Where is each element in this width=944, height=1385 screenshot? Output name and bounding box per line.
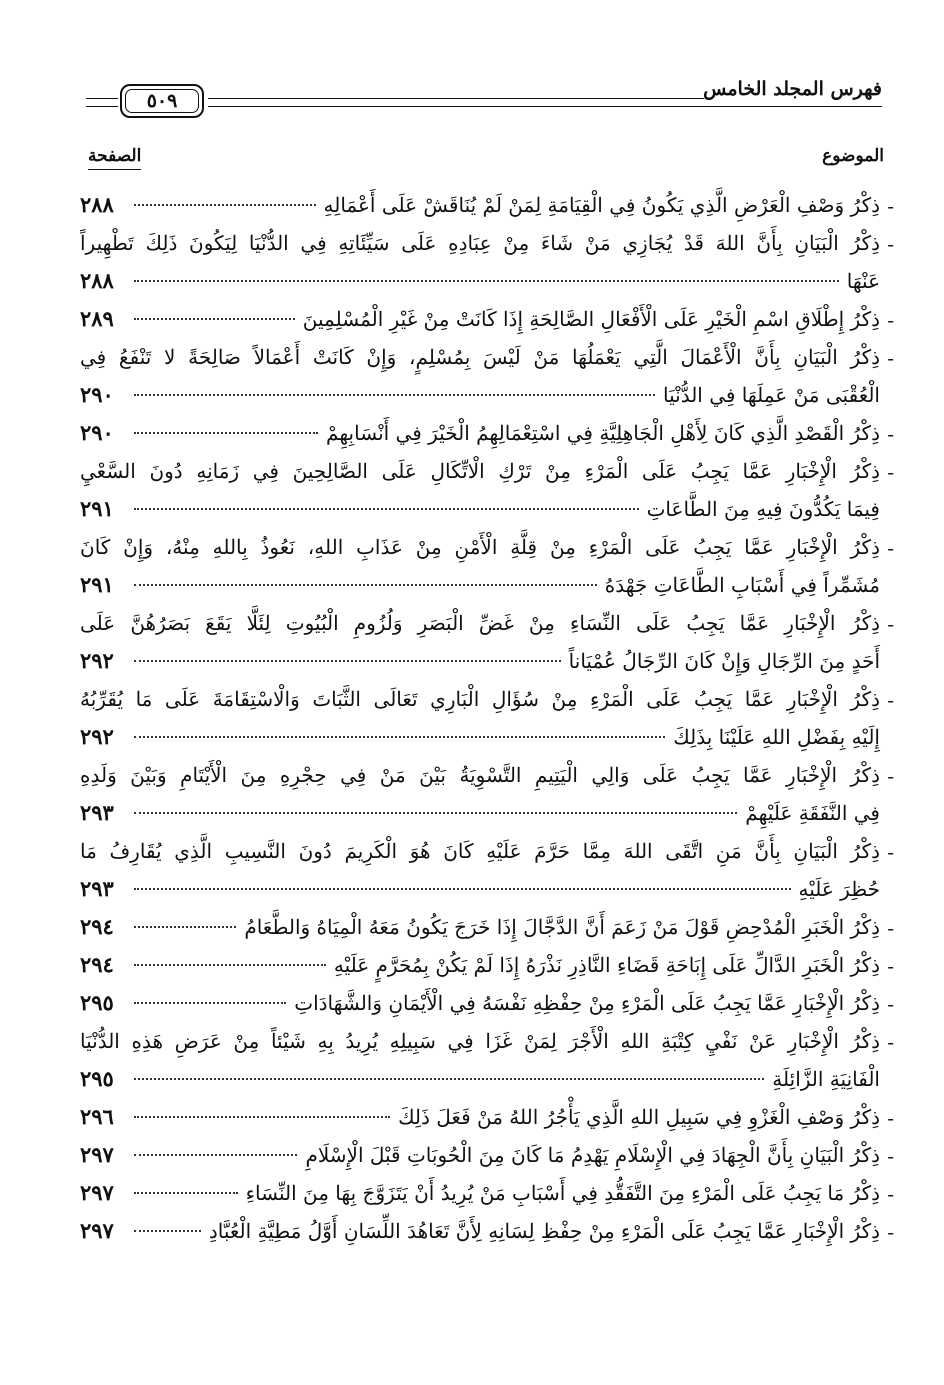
- entry-text: فِي النَّفَقَةِ عَلَيْهِمْ: [745, 801, 880, 825]
- entry-bullet: -: [887, 232, 894, 256]
- index-entry: [80, 756, 894, 832]
- entry-bullet: -: [887, 1220, 894, 1244]
- entry-text: ذِكْرُ الْإِخْبَارِ عَمَّا يَجِبُ عَلَى الْمَرْءِ مِنْ قِلَّةِ الْأَمْنِ مِنْ عَذَابِ اللهِ، نَعُوذُ بِاللهِ مِنْهُ، وَإِنْ كَانَ: [80, 535, 880, 559]
- entry-text: ذِكْرُ الْإِخْبَارِ عَمَّا يَجِبُ عَلَى الْمَرْءِ مِنْ حِفْظِهِ نَفْسَهُ فِي الْأَيْمَانِ وَالشَّهَادَاتِ: [294, 991, 880, 1015]
- dot-leader: [134, 432, 318, 434]
- index-entry: [80, 1174, 894, 1212]
- entry-bullet: -: [887, 194, 894, 218]
- entry-line: [80, 300, 880, 338]
- index-entry: [80, 1212, 894, 1250]
- dot-leader: [134, 660, 561, 662]
- running-title: فهرس المجلد الخامس: [703, 78, 882, 100]
- entry-bullet: -: [887, 612, 894, 636]
- entry-line: [80, 946, 880, 984]
- entry-line: [80, 756, 880, 794]
- dot-leader: [134, 318, 295, 320]
- entry-line: [80, 870, 880, 908]
- entry-text: ذِكْرُ الْإِخْبَارِ عَمَّا يَجِبُ عَلَى الْمَرْءِ مِنْ سُؤَالِ الْبَارِي تَعَالَى الثَّبَاتَ وَالْاسْتِقَامَةَ عَلَى مَا يُقَرِّبُهُ: [80, 687, 880, 711]
- dot-leader: [134, 1116, 390, 1118]
- entry-text: الْعُقْبَى مَنْ عَمِلَهَا فِي الدُّنْيَا: [663, 383, 880, 407]
- entry-line: [80, 566, 880, 604]
- index-entry: [80, 452, 894, 528]
- entry-page-number: ٢٩٥: [80, 990, 114, 1015]
- entry-line: [80, 680, 880, 718]
- entry-text: أَحَدٍ مِنَ الرِّجَالِ وَإِنْ كَانَ الرِّجَالُ عُمْيَاناً: [568, 649, 880, 673]
- index-entry: [80, 832, 894, 908]
- entry-page-number: ٢٩٣: [80, 876, 114, 901]
- entry-bullet: -: [887, 1030, 894, 1054]
- entry-page-number: ٢٨٨: [80, 192, 114, 217]
- dot-leader: [134, 736, 665, 738]
- entry-line: [80, 186, 880, 224]
- entry-text: ذِكْرُ الْخَبَرِ الدَّالِّ عَلَى إِبَاحَةِ قَضَاءِ النَّاذِرِ نَذْرَهُ إِذَا لَمْ يَكُنْ بِمُحَرَّمٍ عَلَيْهِ: [333, 953, 880, 977]
- entry-page-number: ٢٩٠: [80, 420, 114, 445]
- dot-leader: [134, 1192, 238, 1194]
- column-heading-topic: الموضوع: [822, 146, 884, 166]
- header-rule-bottom: [208, 106, 882, 107]
- entry-line: [80, 1136, 880, 1174]
- index-entry: [80, 604, 894, 680]
- entry-page-number: ٢٩٠: [80, 382, 114, 407]
- header-rule-left-bottom: [86, 106, 118, 107]
- entry-text: ذِكْرُ الْإِخْبَارِ عَمَّا يَجِبُ عَلَى النِّسَاءِ مِنْ غَضِّ الْبَصَرِ وَلُزُومِ الْبُيُوتِ لِئَلَّا يَقَعَ بَصَرُهُنَّ عَلَى: [80, 611, 880, 635]
- entry-line: [80, 1174, 880, 1212]
- entry-line: [80, 642, 880, 680]
- entry-page-number: ٢٩٤: [80, 952, 114, 977]
- entry-line: [80, 718, 880, 756]
- dot-leader: [134, 204, 316, 206]
- entry-bullet: -: [887, 764, 894, 788]
- entry-text: ذِكْرُ الْإِخْبَارِ عَمَّا يَجِبُ عَلَى الْمَرْءِ مِنْ حِفْظِ لِسَانِهِ لِأَنَّ تَعَاهُدَ اللِّسَانِ أَوَّلُ مَطِيَّةِ الْعُبَّادِ: [208, 1219, 880, 1243]
- entry-page-number: ٢٩٥: [80, 1066, 114, 1091]
- header-rule-left-top: [86, 98, 118, 99]
- entry-text: ذِكْرُ الْبَيَانِ بِأَنَّ اللهَ قَدْ يُجَازِي مَنْ شَاءَ مِنْ عِبَادِهِ عَلَى سَيِّئَاتِهِ فِي الدُّنْيَا لِيَكُونَ ذَلِكَ تَطْهِيراً: [80, 231, 880, 255]
- entry-text: ذِكْرُ الْخَبَرِ الْمُدْحِضِ قَوْلَ مَنْ زَعَمَ أَنَّ الدَّجَّالَ إِذَا خَرَجَ يَكُونُ مَعَهُ الْمِيَاهُ وَالطَّعَامُ: [244, 915, 880, 939]
- entry-text: ذِكْرُ الْبَيَانِ بِأَنَّ مَنِ اتَّقَى اللهَ مِمَّا حَرَّمَ عَلَيْهِ كَانَ هُوَ الْكَرِيمَ دُونَ النَّسِيبِ الَّذِي يُقَارِفُ مَا: [80, 839, 880, 863]
- entry-line: [80, 1060, 880, 1098]
- entry-line: [80, 262, 880, 300]
- entry-text: ذِكْرُ الْإِخْبَارِ عَنْ نَفْيِ كِتْبَةِ اللهِ الْأَجْرَ لِمَنْ غَزَا فِي سَبِيلِهِ يُرِيدُ بِهِ شَيْئاً مِنْ عَرَضِ هَذِهِ الدُّنْيَا: [80, 1029, 880, 1053]
- dot-leader: [134, 394, 655, 396]
- entry-line: [80, 1212, 880, 1250]
- entry-bullet: -: [887, 536, 894, 560]
- entry-text: ذِكْرُ الْقَصْدِ الَّذِي كَانَ لِأَهْلِ الْجَاهِلِيَّةِ فِي اسْتِعْمَالِهِمُ الْخَيْرَ فِي أَنْسَابِهِمْ: [326, 421, 880, 445]
- index-entry: [80, 186, 894, 224]
- index-entry: [80, 224, 894, 300]
- entry-page-number: ٢٩٤: [80, 914, 114, 939]
- entry-text: ذِكْرُ الْبَيَانِ بِأَنَّ الْأَعْمَالَ الَّتِي يَعْمَلُهَا مَنْ لَيْسَ بِمُسْلِمٍ، وَإِنْ كَانَتْ أَعْمَالاً صَالِحَةً لا تَنْفَعُ فِي: [80, 345, 880, 369]
- index-entry: [80, 946, 894, 984]
- entry-line: [80, 224, 880, 262]
- entry-bullet: -: [887, 346, 894, 370]
- dot-leader: [134, 812, 737, 814]
- entry-line: [80, 338, 880, 376]
- entry-bullet: -: [887, 992, 894, 1016]
- entry-text: مُشَمِّراً فِي أَسْبَابِ الطَّاعَاتِ جَهْدَهُ: [604, 573, 880, 597]
- entry-line: [80, 376, 880, 414]
- dot-leader: [134, 888, 791, 890]
- entry-text: ذِكْرُ الْإِخْبَارِ عَمَّا يَجِبُ عَلَى الْمَرْءِ مِنْ تَرْكِ الْاتِّكَالِ عَلَى الصَّالِحِينَ فِي زَمَانِهِ دُونَ السَّعْيِ: [80, 459, 880, 483]
- entry-page-number: ٢٩٧: [80, 1142, 114, 1167]
- entry-bullet: -: [887, 916, 894, 940]
- entry-text: حُظِرَ عَلَيْهِ: [798, 877, 880, 901]
- entry-text: ذِكْرُ وَصْفِ الْغَزْوِ فِي سَبِيلِ اللهِ الَّذِي يَأْجُرُ اللهُ مَنْ فَعَلَ ذَلِكَ: [398, 1105, 880, 1129]
- page-header: [86, 78, 882, 124]
- entry-line: [80, 794, 880, 832]
- column-heading-page: الصفحة: [88, 146, 142, 166]
- entry-bullet: -: [887, 308, 894, 332]
- entry-page-number: ٢٩٧: [80, 1180, 114, 1205]
- entry-page-number: ٢٩١: [80, 572, 114, 597]
- entry-page-number: ٢٨٩: [80, 306, 114, 331]
- entry-text: فِيمَا يَكُدُّونَ فِيهِ مِنَ الطَّاعَاتِ: [646, 497, 880, 521]
- dot-leader: [134, 1230, 201, 1232]
- entry-line: [80, 604, 880, 642]
- entry-page-number: ٢٩١: [80, 496, 114, 521]
- dot-leader: [134, 926, 236, 928]
- entry-page-number: ٢٩٣: [80, 800, 114, 825]
- entry-page-number: ٢٩٦: [80, 1104, 114, 1129]
- entry-line: [80, 414, 880, 452]
- dot-leader: [134, 1154, 297, 1156]
- entry-text: ذِكْرُ إِطْلَاقِ اسْمِ الْخَيْرِ عَلَى الْأَفْعَالِ الصَّالِحَةِ إِذَا كَانَتْ مِنْ غَيْرِ الْمُسْلِمِينَ: [302, 307, 880, 331]
- entry-bullet: -: [887, 460, 894, 484]
- dot-leader: [134, 964, 326, 966]
- dot-leader: [134, 1078, 764, 1080]
- entry-text: إِلَيْهِ بِفَضْلِ اللهِ عَلَيْنَا بِذَلِكَ: [673, 725, 880, 749]
- entry-text: ذِكْرُ الْإِخْبَارِ عَمَّا يَجِبُ عَلَى وَالِي الْيَتِيمِ التَّسْوِيَةُ بَيْنَ مَنْ فِي حِجْرِهِ مِنَ الْأَيْتَامِ وَبَيْنَ وَلَدِهِ: [80, 763, 880, 787]
- index-entry: [80, 1136, 894, 1174]
- dot-leader: [134, 1002, 286, 1004]
- page-number-badge: [120, 84, 204, 118]
- entry-page-number: ٢٩٧: [80, 1218, 114, 1243]
- dot-leader: [134, 584, 597, 586]
- entry-bullet: -: [887, 688, 894, 712]
- entry-line: [80, 452, 880, 490]
- entry-line: [80, 984, 880, 1022]
- dot-leader: [134, 508, 639, 510]
- entry-line: [80, 832, 880, 870]
- index-entry: [80, 300, 894, 338]
- header-rule-top: [208, 98, 704, 99]
- index-entry: [80, 984, 894, 1022]
- entry-bullet: -: [887, 1182, 894, 1206]
- index-entry: [80, 1098, 894, 1136]
- entry-line: [80, 1098, 880, 1136]
- index-entry: [80, 528, 894, 604]
- index-entry: [80, 1022, 894, 1098]
- entry-page-number: ٢٨٨: [80, 268, 114, 293]
- entry-line: [80, 1022, 880, 1060]
- entry-text: الْفَانِيَةِ الزَّائِلَةِ: [772, 1067, 880, 1091]
- index-entry: [80, 414, 894, 452]
- entry-line: [80, 908, 880, 946]
- index-entry: [80, 908, 894, 946]
- entry-line: [80, 528, 880, 566]
- dot-leader: [134, 280, 839, 282]
- index-entries: [80, 186, 894, 1250]
- index-entry: [80, 680, 894, 756]
- index-entry: [80, 338, 894, 414]
- entry-text: ذِكْرُ الْبَيَانِ بِأَنَّ الْجِهَادَ فِي الْإِسْلَامِ يَهْدِمُ مَا كَانَ مِنَ الْحُوبَاتِ قَبْلَ الْإِسْلَامِ: [305, 1143, 880, 1167]
- page-number: ٥٠٩: [125, 89, 199, 113]
- entry-line: [80, 490, 880, 528]
- entry-page-number: ٢٩٢: [80, 648, 114, 673]
- entry-page-number: ٢٩٢: [80, 724, 114, 749]
- entry-text: عَنْهَا: [846, 269, 880, 293]
- entry-bullet: -: [887, 422, 894, 446]
- entry-bullet: -: [887, 1144, 894, 1168]
- entry-bullet: -: [887, 840, 894, 864]
- entry-bullet: -: [887, 954, 894, 978]
- entry-bullet: -: [887, 1106, 894, 1130]
- entry-text: ذِكْرُ مَا يَجِبُ عَلَى الْمَرْءِ مِنَ التَّفَقُّدِ فِي أَسْبَابِ مَنْ يُرِيدُ أَنْ يَتَزَوَّجَ بِهَا مِنَ النِّسَاءِ: [245, 1181, 880, 1205]
- entry-text: ذِكْرُ وَصْفِ الْعَرْضِ الَّذِي يَكُونُ فِي الْقِيَامَةِ لِمَنْ لَمْ يُنَاقَشْ عَلَى أَعْمَالِهِ: [323, 193, 880, 217]
